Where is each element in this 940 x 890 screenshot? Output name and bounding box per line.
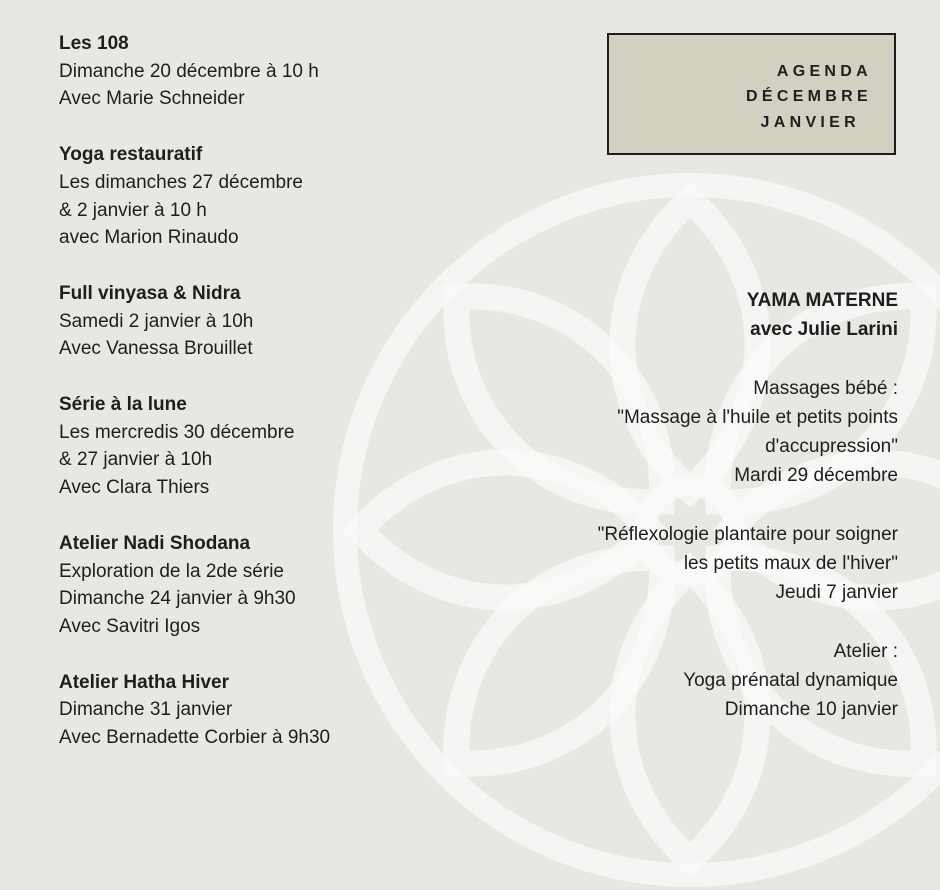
header-line-january: JANVIER	[760, 114, 860, 131]
events-list	[59, 30, 389, 780]
event-detail: & 2 janvier à 10 h	[59, 199, 207, 221]
event-detail: avec Marion Rinaudo	[59, 227, 239, 249]
event-item	[59, 669, 389, 752]
reflexology-name: les petits maux de l'hiver"	[683, 553, 898, 574]
event-detail: Avec Vanessa Brouillet	[59, 338, 253, 360]
event-detail: & 27 janvier à 10h	[59, 449, 213, 471]
event-title: Yoga restauratif	[59, 144, 203, 166]
header-line-agenda: AGENDA	[776, 63, 872, 80]
agenda-header-box	[607, 33, 896, 155]
event-item	[59, 391, 389, 502]
event-item	[59, 530, 389, 641]
event-detail: Dimanche 20 décembre à 10 h	[59, 60, 319, 82]
event-detail: Avec Savitri Igos	[59, 615, 201, 637]
event-detail: Exploration de la 2de série	[59, 560, 284, 582]
event-detail: Dimanche 31 janvier	[59, 699, 233, 721]
event-title: Full vinyasa & Nidra	[59, 282, 241, 304]
yama-materne-section	[478, 286, 898, 724]
reflexology-date: Jeudi 7 janvier	[775, 582, 898, 603]
event-detail: Samedi 2 janvier à 10h	[59, 310, 254, 332]
atelier-name: Yoga prénatal dynamique	[683, 670, 898, 691]
massage-name: d'accupression"	[765, 436, 898, 457]
event-detail: Avec Marie Schneider	[59, 88, 245, 110]
spacer	[478, 490, 898, 520]
atelier-heading: Atelier :	[833, 641, 898, 662]
spacer	[478, 607, 898, 637]
event-detail: Les mercredis 30 décembre	[59, 421, 295, 443]
section-host: avec Julie Larini	[750, 319, 898, 340]
massage-date: Mardi 29 décembre	[734, 465, 898, 486]
massage-name: "Massage à l'huile et petits points	[617, 407, 898, 428]
event-detail: Dimanche 24 janvier à 9h30	[59, 588, 296, 610]
massage-heading: Massages bébé :	[753, 378, 898, 399]
spacer	[478, 344, 898, 374]
event-title: Atelier Hatha Hiver	[59, 671, 230, 693]
section-title: YAMA MATERNE	[746, 290, 898, 311]
reflexology-name: "Réflexologie plantaire pour soigner	[597, 524, 898, 545]
event-title: Les 108	[59, 33, 129, 54]
event-detail: Avec Bernadette Corbier à 9h30	[59, 727, 331, 749]
event-title: Série à la lune	[59, 394, 187, 416]
event-detail: Avec Clara Thiers	[59, 477, 210, 499]
event-detail: Les dimanches 27 décembre	[59, 171, 303, 193]
event-item	[59, 141, 389, 252]
atelier-date: Dimanche 10 janvier	[724, 699, 898, 720]
event-item	[59, 280, 389, 363]
header-line-december: DÉCEMBRE	[746, 88, 872, 105]
event-item	[59, 30, 389, 113]
event-title: Atelier Nadi Shodana	[59, 532, 251, 554]
